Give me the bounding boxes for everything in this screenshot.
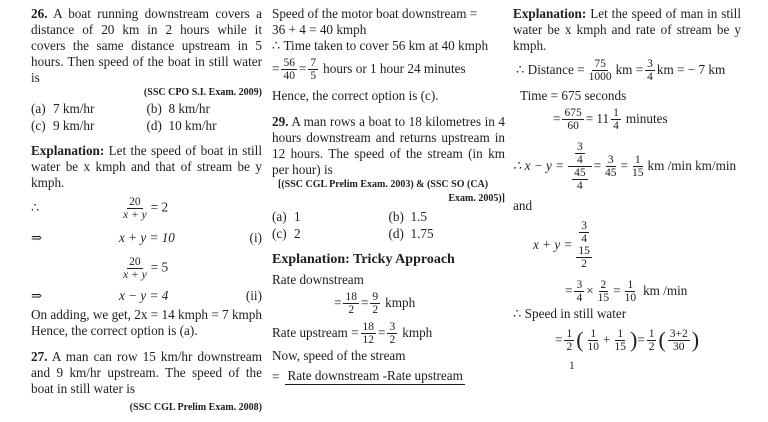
- x-plus-y-result: = $\frac{3}{4}$ × $\frac{2}{15}$ = $\frac{1}{10}$ km /min: [565, 278, 688, 304]
- equation-row: ⇒ x − y = 4 (ii): [31, 288, 262, 303]
- explanation: Explanation: Let the speed of man in still water be x kmph and rate of stream be y kmph.: [513, 6, 742, 53]
- x-minus-y-equation: ∴ x − y = $\frac{\frac{3}{4}}{\frac{45}{4}}$ = $\frac{3}{45}$ = $\frac{1}{15}$ km /min km/min: [513, 140, 737, 192]
- option-c: (c) 2: [272, 226, 301, 241]
- stream-equation: = Rate downstream -Rate upstream: [272, 368, 463, 384]
- column-3: Explanation: Let the speed of man in still water be x kmph and rate of stream be y kmph. ∴ Distance = $\frac{75}{1000}$ km = $\frac{3}{4}$ km = − 7 km Time = 675 seconds = $\frac{675}{60}$ = 11 $\frac{1}{4}$ minutes ∴ x − y = $\frac{\frac{3}{4}}{\frac{45}{4}}$ = $\frac{3}{45}$ = $\frac{1}{15}$ km /min km/min and x + y = $\frac{3}{4}$ 15 2 = $\frac{3}{4}$ × $\frac{2}{15}$ = $\frac{1}{10}$ km /min ∴ Speed in still water = $\frac{1}{2}$ ( $\frac{1}{10}$ + $\frac{1}{15}$ ) = $\frac{1}{2}$ ( $\frac{3+2}{30}$ ) 1: [513, 6, 742, 372]
- option-a: (a) 7 km/hr: [31, 101, 95, 116]
- rate-upstream-equation: Rate upstream = $\frac{18}{12}$ = $\frac{3}{2}$ kmph: [272, 320, 433, 346]
- implies-symbol: ⇒: [31, 230, 43, 245]
- exam-source: [(SSC CGL Prelim Exam. 2003) & (SSC SO (CA): [278, 179, 489, 190]
- question-26: [31, 6, 262, 86]
- question-text: A boat running downstream covers a distance of 20 km in 2 hours while it covers the same distance upstream in 5 hours. Then speed of the boat in still water is: [31, 6, 262, 85]
- equation-row: ∴ $\frac{20}{x + y}$ = 2: [31, 195, 169, 221]
- time-equation: = $\frac{56}{40}$ = $\frac{7}{5}$ hours or 1 hour 24 minutes: [272, 56, 466, 82]
- x-plus-y-equation: x + y = $\frac{3}{4}$ 15 2: [533, 220, 590, 270]
- options-list: [31, 100, 262, 134]
- equation-row: $\frac{20}{x + y}$ = 5: [123, 255, 169, 281]
- time-equation: = $\frac{675}{60}$ = 11 $\frac{1}{4}$ minutes: [553, 106, 668, 132]
- explanation-heading: Explanation: Tricky Approach: [272, 252, 455, 267]
- exam-source: (SSC CPO S.I. Exam. 2009): [143, 87, 262, 98]
- column-1: [31, 6, 262, 415]
- final-numerator: 1: [569, 360, 575, 372]
- option-b: (b) 1.5: [388, 209, 427, 224]
- conclusion: Hence, the correct option is (c).: [272, 88, 439, 103]
- option-b: (b) 8 km/hr: [146, 101, 210, 116]
- explanation: Explanation: Let the speed of boat in still water be x kmph and that of stream be y kmph.: [31, 143, 262, 190]
- column-2: Speed of the motor boat downstream = 36 + 4 = 40 kmph ∴ Time taken to cover 56 km at 40 kmph = $\frac{56}{40}$ = $\frac{7}{5}$ hours or 1 hour 24 minutes Hence, the correct option is (c). 29. A man rows a boat to 18 kilometres in 4 hours downstream and returns upstream in 12 hours. The speed of the stream (in km per hour) is [(SSC CGL Prelim Exam. 2003) & (SSC SO (CA) Exam. 2005)] (a) 1 (b) 1.5 (c) 2 (d) 1.75 Explanation: Tricky Approach Rate downstream = $\frac{18}{2}$ = $\frac{9}{2}$ kmph Rate upstream = $\frac{18}{12}$ = $\frac{3}{2}$ kmph Now, speed of the stream = Rate downstream -Rate upstream: [272, 6, 505, 384]
- therefore-symbol: ∴: [31, 200, 40, 215]
- still-water-equation: = $\frac{1}{2}$ ( $\frac{1}{10}$ + $\frac{1}{15}$ ) = $\frac{1}{2}$ ( $\frac{3+2}{30}$ ): [555, 327, 700, 353]
- conclusion: Hence, the correct option is (a).: [31, 323, 198, 338]
- option-d: (d) 10 km/hr: [146, 118, 217, 133]
- implies-symbol: ⇒: [31, 288, 43, 303]
- option-d: (d) 1.75: [388, 226, 434, 241]
- option-a: (a) 1: [272, 209, 301, 224]
- distance-equation: ∴ Distance = $\frac{75}{1000}$ km = $\frac{3}{4}$ km = − 7 km: [516, 57, 726, 83]
- adding-step: On adding, we get, 2x = 14 kmph = 7 kmph: [31, 307, 262, 322]
- exam-source: (SSC CGL Prelim Exam. 2008): [129, 402, 262, 413]
- question-number: 26.: [31, 6, 48, 21]
- question-29: 29. A man rows a boat to 18 kilometres in 4 hours downstream and returns upstream in 12 hours. The speed of the stream (in km per hour) is: [272, 114, 505, 177]
- options-list: [272, 208, 505, 242]
- question-27: 27. A man can row 15 km/hr downstream and 9 km/hr upstream. The speed of the boat in still water is: [31, 349, 262, 396]
- option-c: (c) 9 km/hr: [31, 118, 95, 133]
- equation-row: ⇒ x + y = 10 (i): [31, 230, 262, 245]
- rate-downstream-equation: = $\frac{18}{2}$ = $\frac{9}{2}$ kmph: [334, 290, 416, 316]
